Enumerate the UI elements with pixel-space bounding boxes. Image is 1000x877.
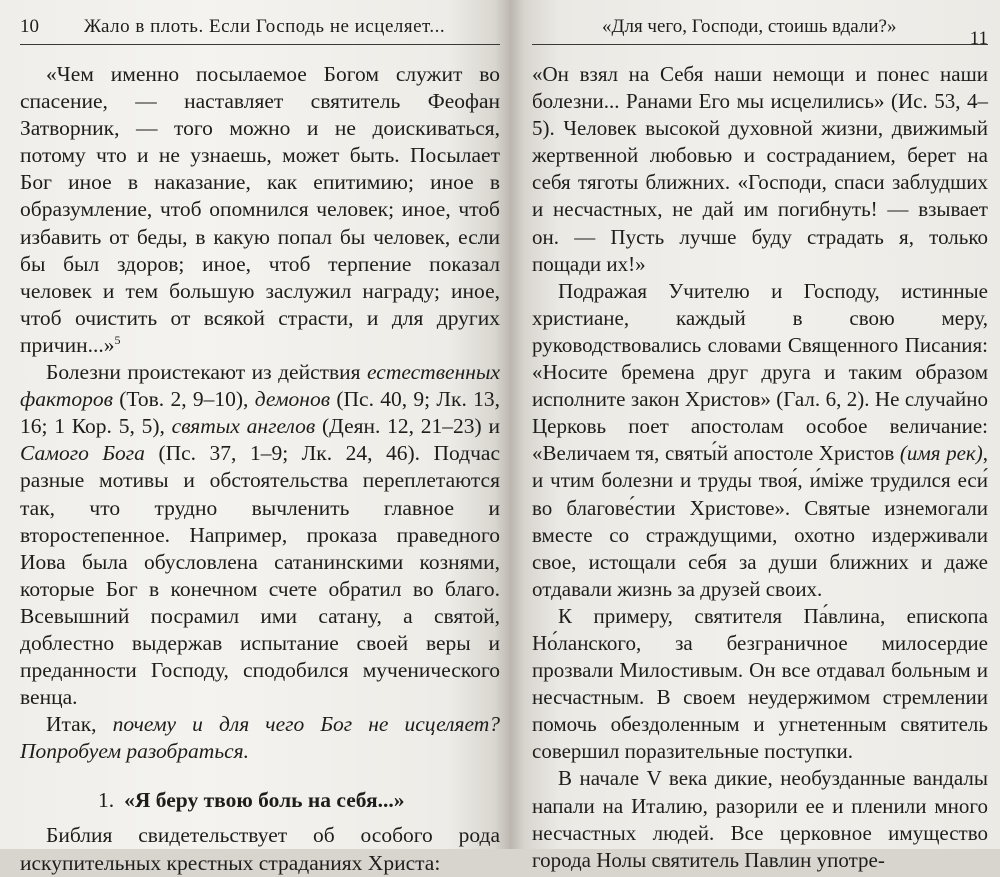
right-running-head <box>532 14 988 49</box>
text-run: Подражая Учителю и Господу, истинные христиане, каждый в свою меру, руководствовались словами Священного Писания: «Носите бремена друг друга и таким образом исполните закон Христов» (Гал. 6, 2). Не случайно Церковь поет апостолам особое величание: «Величаем тя, святы́й апостоле Христов <box>532 278 988 466</box>
imitation-paragraph <box>532 278 988 603</box>
bible-paragraph: Библия свидетельствует об особого рода искупительных крестных страданиях Христа: <box>20 823 500 875</box>
text-run: (Пс. 40, 9; Лк. 13, 16; 1 Кор. 5, 5), <box>20 387 500 439</box>
section-title: «Я беру твою боль на себя...» <box>124 788 405 813</box>
running-title-right: «Для чего, Господи, стоишь вдали?» <box>602 16 897 37</box>
italic-run: (имя рек) <box>899 441 983 466</box>
italic-run: святых ангелов <box>171 414 316 439</box>
causes-paragraph <box>20 359 500 711</box>
text-run: Итак, <box>46 712 113 737</box>
text-run: Болезни проистекают из действия <box>46 360 368 385</box>
quote-paragraph <box>20 61 500 359</box>
section-heading <box>20 787 500 814</box>
text-run: (Тов. 2, 9–10), <box>112 387 255 412</box>
page-number-left: 10 <box>20 16 39 37</box>
right-page <box>510 0 1000 872</box>
vandals-paragraph: В начале V века дикие, необузданные вандалы напали на Италию, разорили ее и пленили много несчастных людей. Все церковное имущество города Нолы святитель Павлин употре- <box>532 766 988 872</box>
quote-text: «Чем именно посылаемое Богом служит во спасение, — наставляет святитель Феофан Затворник, — того можно и не доискиваться, потому что и не узнаешь, может быть. Посылает Бог иное в наказание, как епитимию; иное в образумление, чтоб опомнился человек; иное, чтоб избавить от беды, в какую попал бы человек, если бы был здоров; иное, чтоб терпение показал человек и тем большую заслужил награду; иное, чтоб очистить от всякой страсти, и для других причин...» <box>20 62 500 357</box>
text-run: (Деян. 12, 21–23) и <box>315 414 501 439</box>
page-number-right: 11 <box>969 28 988 49</box>
left-running-head <box>20 14 500 45</box>
footnote-mark: 5 <box>114 332 121 347</box>
question-paragraph <box>20 711 500 765</box>
right-page-body <box>532 45 988 874</box>
running-title-left: Жало в плоть. Если Господь не исцеляет... <box>84 16 446 37</box>
italic-run: естественных факторов <box>20 360 500 412</box>
text-run: , и чтим болезни и труды твоя́, и́мiже трудился еси́ во благове́стии Христове». Святые изнемогали вместе со страждущими, охотно издерживали свое, истощали себя за души ближних и даже отдавали жизнь за друзей своих. <box>532 441 988 601</box>
isaiah-paragraph: «Он взял на Себя наши немощи и понес наши болезни... Ранами Его мы исцелились» (Ис. 53, 4–5). Человек высокой духовной жизни, движимый жертвенной любовью и состраданием, берет на себя тяготы ближних. «Господи, спаси заблудших и несчастных, не дай им погибнуть! — взывает он. — Пусть лучше буду страдать я, только пощади их!» <box>532 62 988 276</box>
section-number: 1. <box>98 788 115 813</box>
paulinus-paragraph: К примеру, святителя Па́влина, епископа Но́ланского, за безграничное милосердие прозвали Милостивым. Он все отдавал больным и несчастным. В своем неудержимом стремлении помочь обездоленным и угнетенным святитель совершил поразительные поступки. <box>532 603 988 764</box>
text-run: (Пс. 37, 1–9; Лк. 24, 46). Подчас разные мотивы и обстоятельства переплетаются так, что трудно вычленить главное и второстепенное. Например, проказа праведного Иова была обусловлена сатанинскими кознями, которые Бог в конечном счете обратил во благо. Всевышний посрамил ими сатану, а святой, доблестно выдержав испытание своей веры и преданности Господу, сподобился мученического венца. <box>20 441 501 710</box>
italic-run: Самого Бога <box>20 441 145 466</box>
italic-run: демонов <box>254 387 331 412</box>
left-page-body <box>20 45 500 877</box>
italic-run: почему и для чего Бог не исцеляет? Попробуем разобраться. <box>20 712 500 764</box>
